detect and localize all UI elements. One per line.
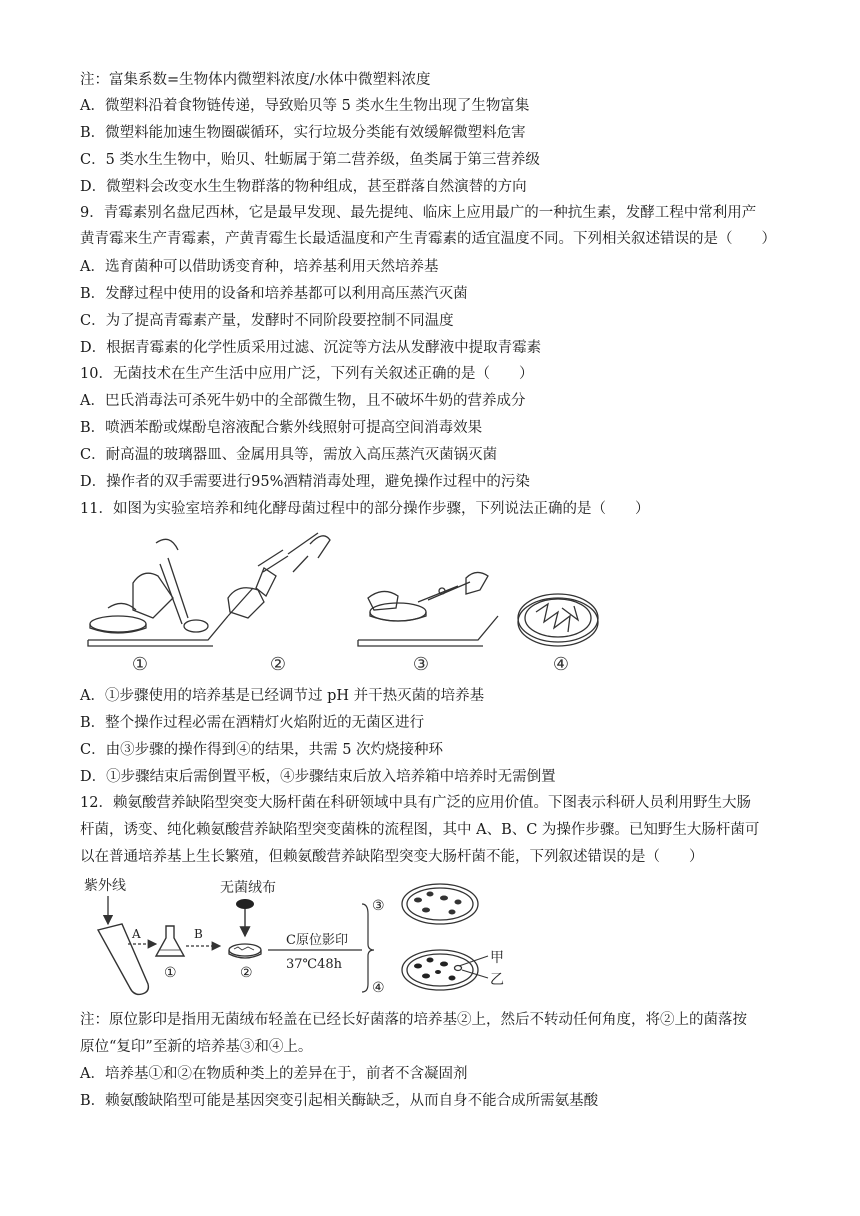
q11-stem: 11．如图为实验室培养和纯化酵母菌过程中的部分操作步骤，下列说法正确的是（ ） bbox=[80, 501, 650, 517]
step4-plate-illustration bbox=[518, 594, 598, 646]
note-enrichment: 注：富集系数=生物体内微塑料浓度/水体中微塑料浓度 bbox=[80, 72, 431, 88]
plate4-icon bbox=[402, 950, 488, 990]
medium3-label: ③ bbox=[372, 898, 385, 914]
q9-stem-line1: 9．青霉素别名盘尼西林，它是最早发现、最先提纯、临床上应用最广的一种抗生素，发酵工程中常利用产 bbox=[80, 205, 757, 221]
step1-label: ① bbox=[131, 654, 149, 675]
step-c-label: C原位影印 bbox=[286, 933, 348, 948]
q12-option-b: B．赖氨酸缺陷型可能是基因突变引起相关酶缺乏，从而自身不能合成所需氨基酸 bbox=[80, 1093, 599, 1109]
q11-figure bbox=[78, 528, 618, 678]
q12-stem-line1: 12．赖氨酸营养缺陷型突变大肠杆菌在科研领域中具有广泛的应用价值。下图表示科研人员利用野生大肠 bbox=[80, 795, 751, 811]
step-b-label: B bbox=[194, 927, 203, 941]
q12-flowchart bbox=[78, 874, 538, 1004]
culture-condition: 37℃48h bbox=[286, 957, 342, 972]
q12-option-a: A．培养基①和②在物质种类上的差异在于，前者不含凝固剂 bbox=[80, 1066, 468, 1082]
step1-pouring-illustration bbox=[88, 539, 228, 646]
medium2-label: ② bbox=[240, 965, 253, 981]
q10-stem: 10．无菌技术在生产生活中应用广泛，下列有关叙述正确的是（ ） bbox=[80, 366, 534, 382]
q9-option-b: B．发酵过程中使用的设备和培养基都可以利用高压蒸汽灭菌 bbox=[80, 286, 468, 302]
step3-streaking-illustration bbox=[358, 572, 498, 646]
step-a-label: A bbox=[132, 927, 141, 941]
plate2-icon bbox=[229, 944, 261, 958]
q11-option-c: C．由③步骤的操作得到④的结果，共需 5 次灼烧接种环 bbox=[80, 742, 444, 758]
q10-option-b: B．喷洒苯酚或煤酚皂溶液配合紫外线照射可提高空间消毒效果 bbox=[80, 420, 483, 436]
branch-brace bbox=[362, 904, 374, 992]
q11-option-b: B．整个操作过程必需在酒精灯火焰附近的无菌区进行 bbox=[80, 715, 425, 731]
q8-option-a: A．微塑料沿着食物链传递，导致贻贝等 5 类水生生物出现了生物富集 bbox=[80, 98, 530, 114]
q8-option-b: B．微塑料能加速生物圈碳循环，实行垃圾分类能有效缓解微塑料危害 bbox=[80, 125, 526, 141]
medium4-label: ④ bbox=[372, 980, 385, 996]
flask-icon bbox=[156, 926, 184, 956]
colony-jia-label: 甲 bbox=[490, 950, 504, 966]
test-tube-icon bbox=[98, 924, 148, 994]
q10-option-c: C．耐高温的玻璃器皿、金属用具等，需放入高压蒸汽灭菌锅灭菌 bbox=[80, 447, 498, 463]
q9-option-d: D．根据青霉素的化学性质采用过滤、沉淀等方法从发酵液中提取青霉素 bbox=[80, 340, 542, 356]
q12-note-line1: 注：原位影印是指用无菌绒布轻盖在已经长好菌落的培养基②上，然后不转动任何角度，将②上的菌落按 bbox=[80, 1012, 747, 1028]
medium1-label: ① bbox=[164, 965, 177, 981]
q10-option-d: D．操作者的双手需要进行95%酒精消毒处理，避免操作过程中的污染 bbox=[80, 474, 530, 490]
step2-inoculation-illustration bbox=[228, 533, 330, 618]
q12-stem-line2: 杆菌，诱变、纯化赖氨酸营养缺陷型突变菌株的流程图，其中 A、B、C 为操作步骤。已知野生大肠杆菌可 bbox=[80, 822, 760, 838]
q12-stem-line3: 以在普通培养基上生长繁殖，但赖氨酸营养缺陷型突变大肠杆菌不能，下列叙述错误的是（ ） bbox=[80, 849, 704, 865]
plate3-icon bbox=[402, 884, 478, 924]
q9-option-c: C．为了提高青霉素产量，发酵时不同阶段要控制不同温度 bbox=[80, 313, 454, 329]
step2-label: ② bbox=[269, 654, 287, 675]
q9-stem-line2: 黄青霉来生产青霉素，产黄青霉生长最适温度和产生青霉素的适宜温度不同。下列相关叙述错误的是（ ） bbox=[80, 231, 776, 247]
q11-option-d: D．①步骤结束后需倒置平板，④步骤结束后放入培养箱中培养时无需倒置 bbox=[80, 769, 556, 785]
sterile-cloth-label: 无菌绒布 bbox=[220, 880, 276, 896]
q11-option-a: A．①步骤使用的培养基是已经调节过 pH 并干热灭菌的培养基 bbox=[80, 688, 485, 704]
step4-label: ④ bbox=[552, 654, 570, 675]
uv-label: 紫外线 bbox=[84, 878, 126, 894]
q8-option-d: D．微塑料会改变水生生物群落的物种组成，甚至群落自然演替的方向 bbox=[80, 179, 527, 195]
sterile-cloth-icon bbox=[236, 899, 254, 936]
q8-option-c: C．5 类水生生物中，贻贝、牡蛎属于第二营养级，鱼类属于第三营养级 bbox=[80, 152, 540, 168]
q9-option-a: A．选育菌种可以借助诱变育种，培养基利用天然培养基 bbox=[80, 259, 439, 275]
q10-option-a: A．巴氏消毒法可杀死牛奶中的全部微生物，且不破坏牛奶的营养成分 bbox=[80, 393, 526, 409]
q12-note-line2: 原位“复印”至新的培养基③和④上。 bbox=[80, 1039, 313, 1055]
colony-yi-label: 乙 bbox=[490, 972, 504, 988]
step3-label: ③ bbox=[412, 654, 430, 675]
